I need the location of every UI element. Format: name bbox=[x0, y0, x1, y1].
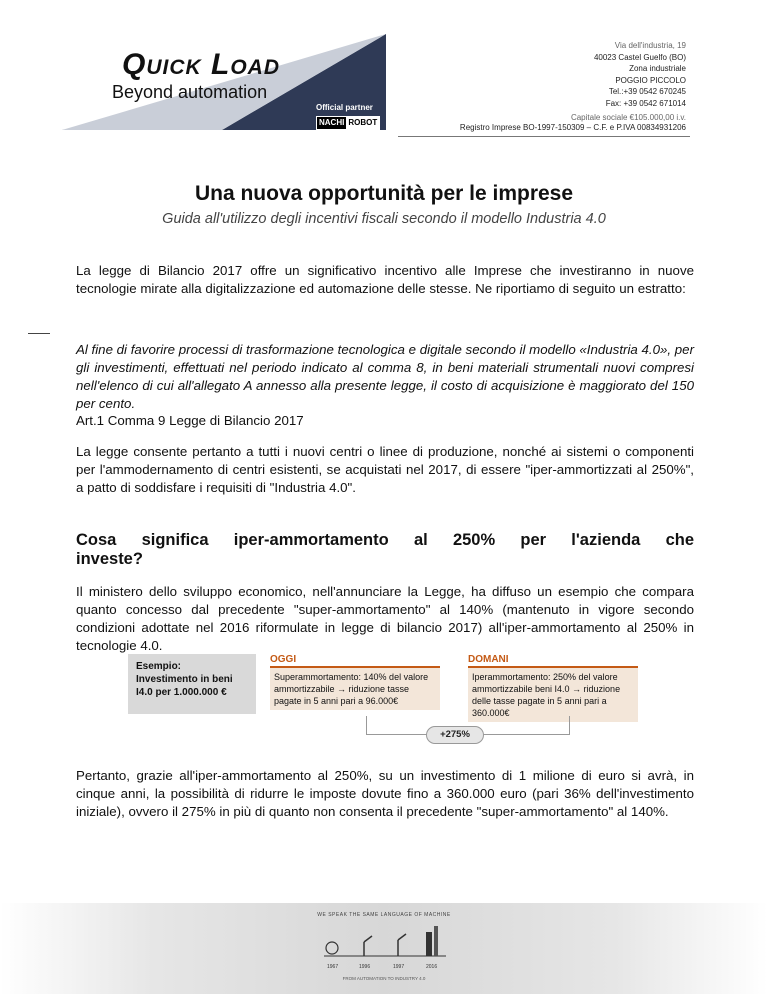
conclusion-paragraph: Pertanto, grazie all'iper-ammortamento al 250%, su un investimento di 1 milione di euro si avrà, in cinque anni, la possibilità di ridurre le imposte dovute fino a 360.000 euro (pari 36% dell'investimento iniziale), ovvero il 275% in più di quanto non consenta il precedente "super-ammortamento" al 140%. bbox=[76, 768, 694, 819]
brand-name: Quick Load bbox=[122, 48, 280, 81]
company-address bbox=[571, 40, 686, 124]
tomorrow-heading: DOMANI bbox=[468, 654, 638, 668]
footer-slogan: WE SPEAK THE SAME LANGUAGE OF MACHINE bbox=[317, 912, 451, 918]
address-line: 40023 Castel Guelfo (BO) bbox=[593, 52, 686, 62]
address-line: Via dell'industria, 19 bbox=[614, 41, 686, 50]
address-line: Fax: +39 0542 671014 bbox=[605, 98, 686, 108]
brand-tagline: Beyond automation bbox=[112, 82, 268, 102]
partner-name-b: ROBOT bbox=[348, 118, 378, 127]
timeline-year: 1996 bbox=[359, 964, 371, 970]
section-heading: Cosa significa iper-ammortamento al 250% per l'azienda che bbox=[76, 531, 694, 549]
address-line: Tel.:+39 0542 670245 bbox=[608, 87, 686, 96]
tomorrow-description: Iperammortamento: 250% del valore ammortizzabile beni I4.0 → riduzione delle tasse pagate in 5 anni pari a 360.000€ bbox=[468, 668, 638, 722]
example-today-column bbox=[270, 654, 440, 710]
footer-caption: FROM AUTOMATION TO INDUSTRY 4.0 bbox=[342, 976, 426, 981]
intro-paragraph: La legge di Bilancio 2017 offre un significativo incentivo alle Imprese che investiranno in nuove tecnologie mirate alla digitalizzazione ed automazione delle stesse. Ne riportiamo di seguito un estratto: bbox=[76, 263, 694, 296]
document-title: Una nuova opportunità per le imprese bbox=[194, 182, 574, 205]
company-registry: Registro Imprese BO-1997-150309 – C.F. e P.IVA 00834931206 bbox=[459, 123, 686, 132]
address-line: POGGIO PICCOLO bbox=[615, 75, 686, 85]
law-reference: Art.1 Comma 9 Legge di Bilancio 2017 bbox=[76, 413, 304, 428]
law-quote: Al fine di favorire processi di trasformazione tecnologica e digitale secondo il modello «Industria 4.0», per gli investimenti, effettuati nel periodo indicato al comma 8, in beni materiali strumentali nuovi compresi nell'elenco di cui all'allegato A annesso alla presente legge, il costo di acquisizione è maggiorato del 150 per cento. bbox=[76, 342, 694, 411]
example-comparison bbox=[128, 654, 640, 776]
document-subtitle: Guida all'utilizzo degli incentivi fiscali secondo il modello Industria 4.0 bbox=[162, 211, 606, 227]
partner-name-a: NACHI bbox=[319, 118, 345, 127]
address-line: Zona industriale bbox=[629, 64, 686, 73]
margin-mark bbox=[28, 333, 50, 334]
partner-label: Official partner bbox=[316, 103, 373, 112]
increase-badge: +275% bbox=[426, 726, 484, 744]
ministry-example-paragraph: Il ministero dello sviluppo economico, nell'annunciare la Legge, ha diffuso un esempio che compara quanto concesso dal precedente "super-ammortamento" al 140% (mantenuto in vigore secondo condizioni adottate nel 2016 riformulate in legge di bilancio 2017) all'iper-ammortamento al 250% in tecnologie 4.0. bbox=[76, 584, 694, 653]
timeline-year: 1967 bbox=[327, 964, 339, 970]
timeline-year: 2016 bbox=[426, 964, 438, 970]
today-description: Superammortamento: 140% del valore ammortizzabile → riduzione tasse pagate in 5 anni pari a 96.000€ bbox=[270, 668, 440, 710]
example-summary bbox=[128, 654, 256, 714]
header-divider bbox=[398, 136, 690, 137]
partner-logo bbox=[316, 116, 380, 130]
example-investment: Investimento in beni I4.0 per 1.000.000 € bbox=[136, 674, 233, 698]
example-tomorrow-column bbox=[468, 654, 638, 722]
today-heading: OGGI bbox=[270, 654, 440, 668]
example-title: Esempio: bbox=[136, 661, 182, 672]
law-explanation-paragraph: La legge consente pertanto a tutti i nuovi centri o linee di produzione, nonché ai sistemi o componenti per l'ammodernamento di centri esistenti, se acquistati nel 2017, di essere "iper-ammortizzati al 250%", a patto di soddisfare i requisiti di "Industria 4.0". bbox=[76, 444, 694, 495]
timeline-year: 1997 bbox=[393, 964, 405, 970]
section-heading-continued: investe? bbox=[76, 550, 143, 568]
share-capital: Capitale sociale €105.000,00 i.v. bbox=[570, 113, 686, 122]
